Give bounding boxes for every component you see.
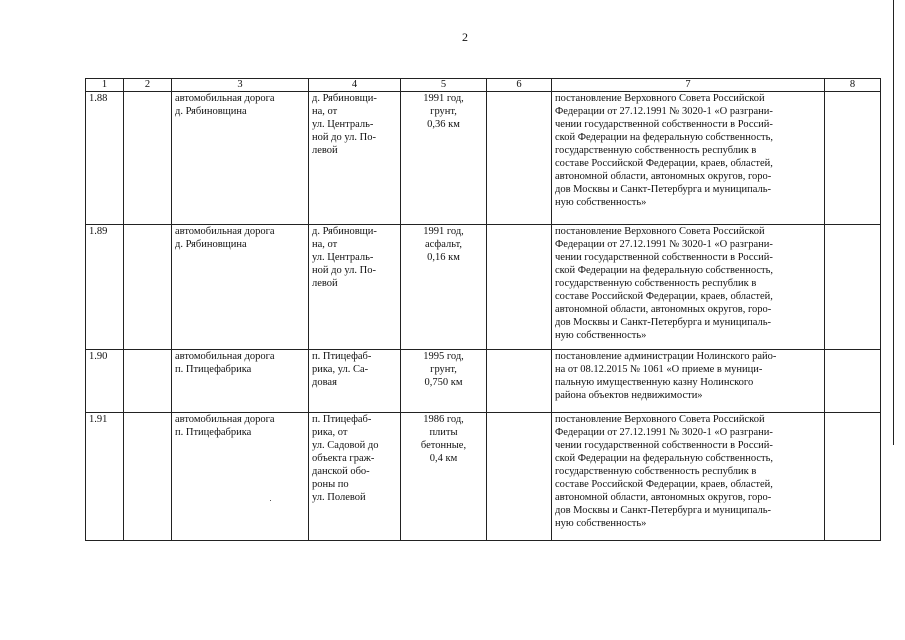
cell-location bbox=[309, 92, 401, 225]
text-line: пальную имущественную казну Нолинского bbox=[555, 377, 754, 388]
text-line: 1995 год, bbox=[423, 351, 464, 362]
table-body bbox=[86, 92, 881, 541]
column-header: 7 bbox=[552, 79, 825, 92]
text-line: постановление Верховного Совета Российской bbox=[555, 226, 765, 237]
text-line: 0,16 км bbox=[427, 252, 460, 263]
text-line: асфальт, bbox=[424, 239, 463, 250]
text-line: Федерации от 27.12.1991 № 3020-1 «О разграни- bbox=[555, 427, 773, 438]
cell-empty bbox=[487, 350, 552, 413]
column-header: 1 bbox=[86, 79, 124, 92]
cell-empty bbox=[825, 92, 881, 225]
cell-location bbox=[309, 225, 401, 350]
text-line: п. Птицефабрика bbox=[175, 427, 252, 438]
text-line: левой bbox=[312, 278, 338, 289]
cell-location bbox=[309, 413, 401, 541]
text-line: довая bbox=[312, 377, 337, 388]
cell-empty bbox=[487, 92, 552, 225]
text-line: данской обо- bbox=[312, 466, 370, 477]
text-line: д. Рябиновщи- bbox=[312, 226, 377, 237]
text-line: составе Российской Федерации, краев, областей, bbox=[555, 479, 773, 490]
text-line: дов Москвы и Санкт-Петербурга и муниципаль- bbox=[555, 505, 772, 516]
text-line: постановление Верховного Совета Российской bbox=[555, 414, 765, 425]
cell-empty bbox=[124, 92, 172, 225]
text-line: п. Птицефабрика bbox=[175, 364, 252, 375]
registry-table bbox=[85, 78, 881, 541]
text-line: объекта граж- bbox=[312, 453, 375, 464]
text-line: постановление Верховного Совета Российской bbox=[555, 93, 765, 104]
text-line: ную собственность» bbox=[555, 518, 647, 529]
cell-number: 1.91 bbox=[86, 413, 124, 541]
text-line: д. Рябиновщина bbox=[175, 106, 247, 117]
cell-location bbox=[309, 350, 401, 413]
text-line: ной до ул. По- bbox=[312, 265, 376, 276]
text-line: составе Российской Федерации, краев, областей, bbox=[555, 158, 773, 169]
column-header: 6 bbox=[487, 79, 552, 92]
text-line: ул. Централь- bbox=[312, 119, 374, 130]
text-line: рика, от bbox=[312, 427, 348, 438]
text-line: д. Рябиновщи- bbox=[312, 93, 377, 104]
text-line: государственную собственность республик в bbox=[555, 145, 757, 156]
cell-characteristics bbox=[401, 413, 487, 541]
text-line: 0,750 км bbox=[424, 377, 463, 388]
page-number: 2 bbox=[462, 30, 468, 44]
cell-empty bbox=[124, 350, 172, 413]
text-line: государственную собственность республик в bbox=[555, 278, 757, 289]
text-line: района объектов недвижимости» bbox=[555, 390, 703, 401]
text-line: на от 08.12.2015 № 1061 «О приеме в муници- bbox=[555, 364, 763, 375]
text-line: ной до ул. По- bbox=[312, 132, 376, 143]
text-line: 1991 год, bbox=[423, 226, 464, 237]
text-line: автомобильная дорога bbox=[175, 351, 275, 362]
cell-characteristics bbox=[401, 350, 487, 413]
table-row bbox=[86, 413, 881, 541]
text-line: чении государственной собственности в Россий- bbox=[555, 119, 773, 130]
cell-object-name bbox=[172, 350, 309, 413]
text-line: автомобильная дорога bbox=[175, 226, 275, 237]
cell-number: 1.88 bbox=[86, 92, 124, 225]
text-line: постановление администрации Нолинского райо- bbox=[555, 351, 777, 362]
text-line: д. Рябиновщина bbox=[175, 239, 247, 250]
cell-characteristics bbox=[401, 225, 487, 350]
text-line: бетонные, bbox=[420, 440, 467, 451]
cell-basis-document bbox=[552, 225, 825, 350]
text-line: левой bbox=[312, 145, 338, 156]
cell-number: 1.90 bbox=[86, 350, 124, 413]
header-row bbox=[86, 79, 881, 92]
text-line: автономной области, автономных округов, горо- bbox=[555, 304, 772, 315]
text-line: автомобильная дорога bbox=[175, 414, 275, 425]
column-header: 3 bbox=[172, 79, 309, 92]
text-line: дов Москвы и Санкт-Петербурга и муниципаль- bbox=[555, 184, 772, 195]
text-line: ул. Централь- bbox=[312, 252, 374, 263]
table-row bbox=[86, 92, 881, 225]
cell-basis-document bbox=[552, 413, 825, 541]
cell-empty bbox=[124, 413, 172, 541]
text-line: 0,4 км bbox=[429, 453, 458, 464]
column-header: 2 bbox=[124, 79, 172, 92]
text-line: автономной области, автономных округов, горо- bbox=[555, 492, 772, 503]
text-line: плиты bbox=[429, 427, 458, 438]
text-line: грунт, bbox=[430, 106, 457, 117]
text-line: ную собственность» bbox=[555, 197, 647, 208]
column-header: 8 bbox=[825, 79, 881, 92]
text-line: ул. Садовой до bbox=[312, 440, 379, 451]
column-header: 4 bbox=[309, 79, 401, 92]
text-line: ской Федерации на федеральную собственность, bbox=[555, 132, 774, 143]
text-line: Федерации от 27.12.1991 № 3020-1 «О разграни- bbox=[555, 106, 773, 117]
text-line: ную собственность» bbox=[555, 330, 647, 341]
table-row bbox=[86, 350, 881, 413]
text-line: на, от bbox=[312, 106, 338, 117]
cell-empty bbox=[825, 413, 881, 541]
text-line: грунт, bbox=[430, 364, 457, 375]
text-line: автомобильная дорога bbox=[175, 93, 275, 104]
text-line: 0,36 км bbox=[427, 119, 460, 130]
cell-object-name bbox=[172, 225, 309, 350]
text-line: рика, ул. Са- bbox=[312, 364, 369, 375]
cell-number: 1.89 bbox=[86, 225, 124, 350]
cell-empty bbox=[825, 225, 881, 350]
cell-object-name bbox=[172, 92, 309, 225]
text-line: ской Федерации на федеральную собственность, bbox=[555, 265, 774, 276]
cell-characteristics bbox=[401, 92, 487, 225]
column-header: 5 bbox=[401, 79, 487, 92]
cell-empty bbox=[487, 413, 552, 541]
cell-empty bbox=[825, 350, 881, 413]
cell-empty bbox=[487, 225, 552, 350]
text-line: дов Москвы и Санкт-Петербурга и муниципаль- bbox=[555, 317, 772, 328]
text-line: роны по bbox=[312, 479, 349, 490]
text-line: на, от bbox=[312, 239, 338, 250]
cell-basis-document bbox=[552, 92, 825, 225]
text-line: чении государственной собственности в Россий- bbox=[555, 440, 773, 451]
text-line: п. Птицефаб- bbox=[312, 414, 372, 425]
cell-basis-document bbox=[552, 350, 825, 413]
text-line: ул. Полевой bbox=[312, 492, 366, 503]
text-line: 1986 год, bbox=[423, 414, 464, 425]
cell-object-name bbox=[172, 413, 309, 541]
text-line: ской Федерации на федеральную собственность, bbox=[555, 453, 774, 464]
text-line: 1991 год, bbox=[423, 93, 464, 104]
text-line: п. Птицефаб- bbox=[312, 351, 372, 362]
table-row bbox=[86, 225, 881, 350]
text-line: чении государственной собственности в Россий- bbox=[555, 252, 773, 263]
text-line: составе Российской Федерации, краев, областей, bbox=[555, 291, 773, 302]
scan-edge-line bbox=[893, 0, 894, 445]
text-line: Федерации от 27.12.1991 № 3020-1 «О разграни- bbox=[555, 239, 773, 250]
cell-empty bbox=[124, 225, 172, 350]
text-line: государственную собственность республик в bbox=[555, 466, 757, 477]
text-line: автономной области, автономных округов, горо- bbox=[555, 171, 772, 182]
